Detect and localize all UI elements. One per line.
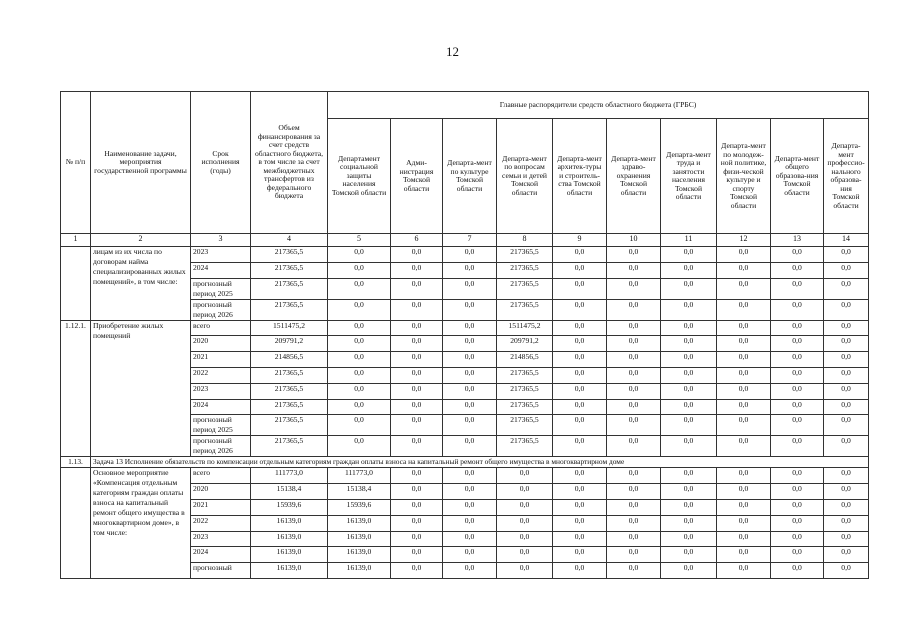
department-value-cell: 217365,5 bbox=[497, 247, 553, 263]
total-cell: 15138,4 bbox=[251, 484, 328, 500]
department-value-cell: 0,0 bbox=[771, 320, 824, 336]
total-cell: 209791,2 bbox=[251, 336, 328, 352]
term-cell: всего bbox=[191, 468, 251, 484]
department-value-cell: 0,0 bbox=[661, 436, 717, 457]
total-cell: 217365,5 bbox=[251, 383, 328, 399]
term-cell: прогнозный bbox=[191, 563, 251, 579]
department-value-cell: 0,0 bbox=[607, 352, 661, 368]
department-value-cell: 217365,5 bbox=[497, 436, 553, 457]
department-value-cell: 0,0 bbox=[553, 563, 607, 579]
header-department: Департамент социальной защиты населения Томской области bbox=[328, 119, 391, 234]
term-cell: 2023 bbox=[191, 247, 251, 263]
department-value-cell: 217365,5 bbox=[497, 367, 553, 383]
department-value-cell: 0,0 bbox=[443, 563, 497, 579]
department-value-cell: 0,0 bbox=[717, 336, 771, 352]
table-row bbox=[61, 320, 869, 336]
header-department: Департа-мент архитек-туры и строитель-ства Томской области bbox=[553, 119, 607, 234]
department-value-cell: 0,0 bbox=[497, 499, 553, 515]
department-value-cell: 0,0 bbox=[328, 415, 391, 436]
department-value-cell: 0,0 bbox=[328, 247, 391, 263]
total-cell: 217365,5 bbox=[251, 415, 328, 436]
department-value-cell: 0,0 bbox=[553, 415, 607, 436]
department-value-cell: 0,0 bbox=[824, 320, 869, 336]
department-value-cell: 0,0 bbox=[824, 383, 869, 399]
department-value-cell: 0,0 bbox=[497, 563, 553, 579]
term-cell: прогнозный период 2025 bbox=[191, 278, 251, 299]
department-value-cell: 0,0 bbox=[328, 336, 391, 352]
department-value-cell: 0,0 bbox=[391, 547, 443, 563]
column-number: 6 bbox=[391, 234, 443, 247]
department-value-cell: 0,0 bbox=[553, 262, 607, 278]
department-value-cell: 0,0 bbox=[607, 278, 661, 299]
department-value-cell: 0,0 bbox=[328, 367, 391, 383]
budget-table bbox=[60, 91, 869, 579]
department-value-cell: 0,0 bbox=[443, 367, 497, 383]
department-value-cell: 0,0 bbox=[771, 247, 824, 263]
column-number: 5 bbox=[328, 234, 391, 247]
total-cell: 1511475,2 bbox=[251, 320, 328, 336]
department-value-cell: 0,0 bbox=[661, 299, 717, 320]
department-value-cell: 0,0 bbox=[553, 352, 607, 368]
department-value-cell: 0,0 bbox=[771, 262, 824, 278]
department-value-cell: 0,0 bbox=[771, 468, 824, 484]
department-value-cell: 0,0 bbox=[391, 247, 443, 263]
department-value-cell: 0,0 bbox=[443, 352, 497, 368]
department-value-cell: 0,0 bbox=[443, 415, 497, 436]
term-cell: 2024 bbox=[191, 262, 251, 278]
department-value-cell: 0,0 bbox=[443, 436, 497, 457]
department-value-cell: 0,0 bbox=[391, 352, 443, 368]
department-value-cell: 0,0 bbox=[661, 484, 717, 500]
department-value-cell: 0,0 bbox=[607, 262, 661, 278]
department-value-cell: 0,0 bbox=[553, 336, 607, 352]
department-value-cell: 0,0 bbox=[824, 499, 869, 515]
department-value-cell: 0,0 bbox=[607, 563, 661, 579]
task-title-cell: Задача 13 Исполнение обязательств по компенсации отдельным категориям граждан оплаты взноса на капитальный ремонт общего имущества в многоквартирном доме bbox=[91, 457, 869, 468]
row-number-cell bbox=[61, 468, 91, 579]
department-value-cell: 0,0 bbox=[607, 415, 661, 436]
department-value-cell: 0,0 bbox=[391, 436, 443, 457]
total-cell: 217365,5 bbox=[251, 367, 328, 383]
column-number: 8 bbox=[497, 234, 553, 247]
department-value-cell: 0,0 bbox=[443, 499, 497, 515]
department-value-cell: 0,0 bbox=[391, 499, 443, 515]
total-cell: 217365,5 bbox=[251, 436, 328, 457]
department-value-cell: 0,0 bbox=[497, 484, 553, 500]
header-department: Департа-мент общего образова-ния Томской области bbox=[771, 119, 824, 234]
header-department: Департа-мент по вопросам семьи и детей Томской области bbox=[497, 119, 553, 234]
department-value-cell: 0,0 bbox=[328, 383, 391, 399]
department-value-cell: 0,0 bbox=[717, 278, 771, 299]
department-value-cell: 0,0 bbox=[771, 336, 824, 352]
department-value-cell: 0,0 bbox=[661, 278, 717, 299]
department-value-cell: 0,0 bbox=[661, 320, 717, 336]
department-value-cell: 0,0 bbox=[607, 320, 661, 336]
department-value-cell: 0,0 bbox=[553, 531, 607, 547]
department-value-cell: 0,0 bbox=[824, 563, 869, 579]
department-value-cell: 0,0 bbox=[443, 247, 497, 263]
department-value-cell: 0,0 bbox=[607, 399, 661, 415]
department-value-cell: 0,0 bbox=[771, 563, 824, 579]
department-value-cell: 0,0 bbox=[717, 320, 771, 336]
term-cell: 2022 bbox=[191, 367, 251, 383]
department-value-cell: 0,0 bbox=[824, 436, 869, 457]
total-cell: 15939,6 bbox=[251, 499, 328, 515]
department-value-cell: 111773,0 bbox=[328, 468, 391, 484]
department-value-cell: 0,0 bbox=[553, 484, 607, 500]
department-value-cell: 0,0 bbox=[443, 278, 497, 299]
header-department: Департа-мент здраво-охранения Томской области bbox=[607, 119, 661, 234]
department-value-cell: 0,0 bbox=[443, 383, 497, 399]
department-value-cell: 0,0 bbox=[661, 247, 717, 263]
department-value-cell: 0,0 bbox=[443, 515, 497, 531]
department-value-cell: 0,0 bbox=[328, 352, 391, 368]
department-value-cell: 0,0 bbox=[607, 336, 661, 352]
task-row bbox=[61, 457, 869, 468]
department-value-cell: 0,0 bbox=[771, 415, 824, 436]
department-value-cell: 0,0 bbox=[717, 262, 771, 278]
department-value-cell: 0,0 bbox=[607, 247, 661, 263]
column-number: 10 bbox=[607, 234, 661, 247]
department-value-cell: 0,0 bbox=[391, 484, 443, 500]
department-value-cell: 0,0 bbox=[717, 547, 771, 563]
department-value-cell: 0,0 bbox=[717, 468, 771, 484]
department-value-cell: 0,0 bbox=[391, 399, 443, 415]
column-number: 3 bbox=[191, 234, 251, 247]
department-value-cell: 0,0 bbox=[824, 547, 869, 563]
total-cell: 16139,0 bbox=[251, 515, 328, 531]
department-value-cell: 0,0 bbox=[661, 563, 717, 579]
department-value-cell: 0,0 bbox=[443, 399, 497, 415]
total-cell: 16139,0 bbox=[251, 547, 328, 563]
header-department: Департа-мент по молодеж-ной политике, физи-ческой культуре и спорту Томской области bbox=[717, 119, 771, 234]
header-row bbox=[61, 92, 869, 119]
department-value-cell: 0,0 bbox=[824, 299, 869, 320]
department-value-cell: 217365,5 bbox=[497, 262, 553, 278]
department-value-cell: 0,0 bbox=[553, 383, 607, 399]
department-value-cell: 0,0 bbox=[661, 468, 717, 484]
department-value-cell: 0,0 bbox=[607, 468, 661, 484]
department-value-cell: 217365,5 bbox=[497, 415, 553, 436]
department-value-cell: 0,0 bbox=[717, 484, 771, 500]
department-value-cell: 0,0 bbox=[391, 468, 443, 484]
department-value-cell: 0,0 bbox=[661, 262, 717, 278]
department-value-cell: 0,0 bbox=[771, 547, 824, 563]
department-value-cell: 0,0 bbox=[824, 515, 869, 531]
department-value-cell: 0,0 bbox=[607, 299, 661, 320]
total-cell: 111773,0 bbox=[251, 468, 328, 484]
department-value-cell: 0,0 bbox=[443, 262, 497, 278]
column-number: 14 bbox=[824, 234, 869, 247]
department-value-cell: 0,0 bbox=[771, 399, 824, 415]
department-value-cell: 0,0 bbox=[497, 531, 553, 547]
department-value-cell: 0,0 bbox=[443, 531, 497, 547]
department-value-cell: 0,0 bbox=[607, 436, 661, 457]
department-value-cell: 0,0 bbox=[328, 299, 391, 320]
department-value-cell: 0,0 bbox=[391, 262, 443, 278]
header-volume: Объем финансирования за счет средств областного бюджета, в том числе за счет межбюджетных трансфертов из федерального бюджета bbox=[251, 92, 328, 234]
department-value-cell: 0,0 bbox=[717, 531, 771, 547]
department-value-cell: 0,0 bbox=[553, 320, 607, 336]
term-cell: прогнозный период 2025 bbox=[191, 415, 251, 436]
department-value-cell: 0,0 bbox=[824, 352, 869, 368]
column-number: 4 bbox=[251, 234, 328, 247]
total-cell: 217365,5 bbox=[251, 299, 328, 320]
department-value-cell: 0,0 bbox=[443, 299, 497, 320]
department-value-cell: 0,0 bbox=[771, 484, 824, 500]
department-value-cell: 0,0 bbox=[717, 352, 771, 368]
department-value-cell: 217365,5 bbox=[497, 383, 553, 399]
total-cell: 217365,5 bbox=[251, 278, 328, 299]
department-value-cell: 0,0 bbox=[717, 299, 771, 320]
department-value-cell: 0,0 bbox=[661, 336, 717, 352]
department-value-cell: 0,0 bbox=[717, 515, 771, 531]
department-value-cell: 0,0 bbox=[497, 468, 553, 484]
department-value-cell: 217365,5 bbox=[497, 278, 553, 299]
department-value-cell: 0,0 bbox=[553, 399, 607, 415]
term-cell: 2020 bbox=[191, 484, 251, 500]
table-body bbox=[61, 247, 869, 579]
column-number-row bbox=[61, 234, 869, 247]
department-value-cell: 0,0 bbox=[391, 320, 443, 336]
header-no: № п/п bbox=[61, 92, 91, 234]
department-value-cell: 0,0 bbox=[824, 262, 869, 278]
department-value-cell: 0,0 bbox=[391, 367, 443, 383]
department-value-cell: 0,0 bbox=[553, 547, 607, 563]
department-value-cell: 0,0 bbox=[607, 499, 661, 515]
department-value-cell: 214856,5 bbox=[497, 352, 553, 368]
total-cell: 214856,5 bbox=[251, 352, 328, 368]
department-value-cell: 0,0 bbox=[391, 299, 443, 320]
term-cell: всего bbox=[191, 320, 251, 336]
table-row bbox=[61, 468, 869, 484]
department-value-cell: 0,0 bbox=[771, 299, 824, 320]
department-value-cell: 0,0 bbox=[661, 399, 717, 415]
department-value-cell: 16139,0 bbox=[328, 563, 391, 579]
department-value-cell: 0,0 bbox=[771, 531, 824, 547]
row-number-cell: 1.12.1. bbox=[61, 320, 91, 457]
department-value-cell: 1511475,2 bbox=[497, 320, 553, 336]
department-value-cell: 0,0 bbox=[661, 383, 717, 399]
department-value-cell: 0,0 bbox=[553, 436, 607, 457]
department-value-cell: 0,0 bbox=[607, 547, 661, 563]
department-value-cell: 0,0 bbox=[661, 515, 717, 531]
term-cell: 2023 bbox=[191, 383, 251, 399]
term-cell: 2024 bbox=[191, 399, 251, 415]
term-cell: 2024 bbox=[191, 547, 251, 563]
task-number-cell: 1.13. bbox=[61, 457, 91, 468]
department-value-cell: 0,0 bbox=[661, 531, 717, 547]
header-term: Срок исполнения (годы) bbox=[191, 92, 251, 234]
department-value-cell: 0,0 bbox=[553, 278, 607, 299]
total-cell: 217365,5 bbox=[251, 399, 328, 415]
table-row bbox=[61, 247, 869, 263]
term-cell: прогнозный период 2026 bbox=[191, 436, 251, 457]
department-value-cell: 0,0 bbox=[717, 415, 771, 436]
term-cell: 2023 bbox=[191, 531, 251, 547]
measure-name-cell: Приобретение жилых помещений bbox=[91, 320, 191, 457]
department-value-cell: 0,0 bbox=[771, 515, 824, 531]
department-value-cell: 0,0 bbox=[553, 515, 607, 531]
department-value-cell: 0,0 bbox=[553, 367, 607, 383]
department-value-cell: 0,0 bbox=[661, 367, 717, 383]
total-cell: 16139,0 bbox=[251, 531, 328, 547]
department-value-cell: 0,0 bbox=[661, 352, 717, 368]
department-value-cell: 0,0 bbox=[717, 563, 771, 579]
term-cell: 2021 bbox=[191, 352, 251, 368]
department-value-cell: 16139,0 bbox=[328, 531, 391, 547]
department-value-cell: 0,0 bbox=[824, 336, 869, 352]
department-value-cell: 0,0 bbox=[391, 383, 443, 399]
department-value-cell: 0,0 bbox=[553, 299, 607, 320]
department-value-cell: 0,0 bbox=[824, 278, 869, 299]
department-value-cell: 0,0 bbox=[553, 468, 607, 484]
department-value-cell: 0,0 bbox=[824, 247, 869, 263]
department-value-cell: 0,0 bbox=[824, 367, 869, 383]
term-cell: 2022 bbox=[191, 515, 251, 531]
department-value-cell: 0,0 bbox=[771, 383, 824, 399]
department-value-cell: 0,0 bbox=[443, 336, 497, 352]
department-value-cell: 0,0 bbox=[661, 499, 717, 515]
department-value-cell: 0,0 bbox=[391, 515, 443, 531]
department-value-cell: 209791,2 bbox=[497, 336, 553, 352]
column-number: 11 bbox=[661, 234, 717, 247]
department-value-cell: 0,0 bbox=[717, 399, 771, 415]
column-number: 2 bbox=[91, 234, 191, 247]
department-value-cell: 0,0 bbox=[443, 468, 497, 484]
term-cell: 2020 bbox=[191, 336, 251, 352]
header-grbs: Главные распорядители средств областного бюджета (ГРБС) bbox=[328, 92, 869, 119]
department-value-cell: 0,0 bbox=[717, 436, 771, 457]
column-number: 7 bbox=[443, 234, 497, 247]
department-value-cell: 0,0 bbox=[443, 547, 497, 563]
department-value-cell: 0,0 bbox=[771, 278, 824, 299]
department-value-cell: 0,0 bbox=[391, 563, 443, 579]
department-value-cell: 16139,0 bbox=[328, 515, 391, 531]
department-value-cell: 0,0 bbox=[717, 247, 771, 263]
total-cell: 217365,5 bbox=[251, 247, 328, 263]
department-value-cell: 0,0 bbox=[717, 499, 771, 515]
department-value-cell: 0,0 bbox=[717, 383, 771, 399]
department-value-cell: 0,0 bbox=[661, 415, 717, 436]
department-value-cell: 0,0 bbox=[391, 278, 443, 299]
department-value-cell: 217365,5 bbox=[497, 399, 553, 415]
row-number-cell bbox=[61, 247, 91, 321]
department-value-cell: 0,0 bbox=[607, 484, 661, 500]
department-value-cell: 0,0 bbox=[771, 367, 824, 383]
department-value-cell: 0,0 bbox=[497, 547, 553, 563]
department-value-cell: 0,0 bbox=[443, 320, 497, 336]
total-cell: 16139,0 bbox=[251, 563, 328, 579]
column-number: 12 bbox=[717, 234, 771, 247]
department-value-cell: 0,0 bbox=[328, 320, 391, 336]
department-value-cell: 0,0 bbox=[824, 484, 869, 500]
department-value-cell: 0,0 bbox=[824, 415, 869, 436]
department-value-cell: 15939,6 bbox=[328, 499, 391, 515]
department-value-cell: 16139,0 bbox=[328, 547, 391, 563]
department-value-cell: 0,0 bbox=[497, 515, 553, 531]
department-value-cell: 0,0 bbox=[771, 352, 824, 368]
department-value-cell: 0,0 bbox=[771, 499, 824, 515]
department-value-cell: 0,0 bbox=[607, 531, 661, 547]
total-cell: 217365,5 bbox=[251, 262, 328, 278]
department-value-cell: 15138,4 bbox=[328, 484, 391, 500]
header-department: Адми-нистрация Томской области bbox=[391, 119, 443, 234]
column-number: 1 bbox=[61, 234, 91, 247]
department-value-cell: 0,0 bbox=[443, 484, 497, 500]
department-value-cell: 0,0 bbox=[717, 367, 771, 383]
header-department: Департа-мент труда и занятости населения Томской области bbox=[661, 119, 717, 234]
department-value-cell: 0,0 bbox=[553, 247, 607, 263]
column-number: 13 bbox=[771, 234, 824, 247]
header-name: Наименование задачи, мероприятия государственной программы bbox=[91, 92, 191, 234]
department-value-cell: 0,0 bbox=[824, 531, 869, 547]
department-value-cell: 217365,5 bbox=[497, 299, 553, 320]
department-value-cell: 0,0 bbox=[607, 515, 661, 531]
department-value-cell: 0,0 bbox=[661, 547, 717, 563]
department-value-cell: 0,0 bbox=[391, 531, 443, 547]
header-department: Департа-мент по культуре Томской области bbox=[443, 119, 497, 234]
page-number: 12 bbox=[446, 44, 459, 59]
term-cell: прогнозный период 2026 bbox=[191, 299, 251, 320]
department-value-cell: 0,0 bbox=[607, 383, 661, 399]
header-department: Департа-мент профессио-нального образова-ния Томской области bbox=[824, 119, 869, 234]
department-value-cell: 0,0 bbox=[328, 262, 391, 278]
column-number: 9 bbox=[553, 234, 607, 247]
department-value-cell: 0,0 bbox=[328, 399, 391, 415]
department-value-cell: 0,0 bbox=[824, 468, 869, 484]
department-value-cell: 0,0 bbox=[328, 278, 391, 299]
department-value-cell: 0,0 bbox=[391, 336, 443, 352]
department-value-cell: 0,0 bbox=[553, 499, 607, 515]
term-cell: 2021 bbox=[191, 499, 251, 515]
measure-name-cell: лицам из их числа по договорам найма специализированных жилых помещений», в том числе: bbox=[91, 247, 191, 321]
department-value-cell: 0,0 bbox=[391, 415, 443, 436]
department-value-cell: 0,0 bbox=[824, 399, 869, 415]
measure-name-cell: Основное мероприятие «Компенсация отдельным категориям граждан оплаты взноса на капитальный ремонт общего имущества в многоквартирном доме», в том числе: bbox=[91, 468, 191, 579]
department-value-cell: 0,0 bbox=[328, 436, 391, 457]
department-value-cell: 0,0 bbox=[607, 367, 661, 383]
department-value-cell: 0,0 bbox=[771, 436, 824, 457]
